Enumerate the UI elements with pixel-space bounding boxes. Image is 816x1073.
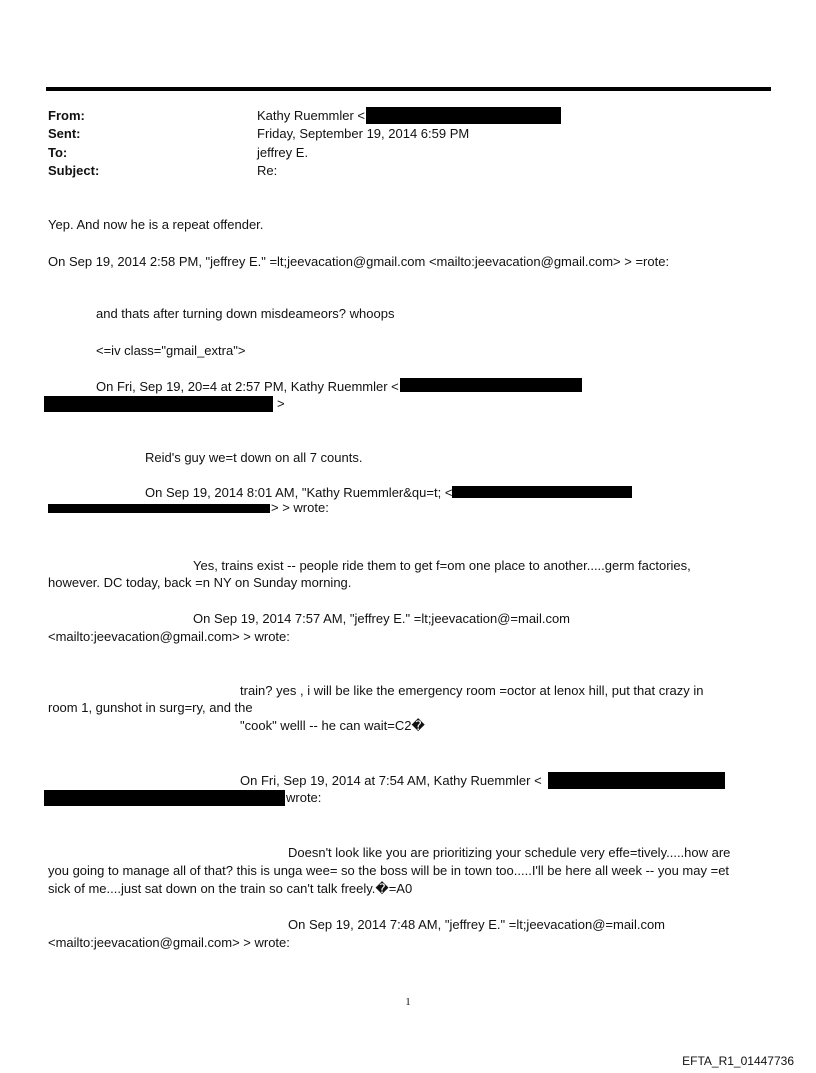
redaction-block [48,504,270,513]
body-line: sick of me....just sat down on the train so can't talk freely.�=A0 [48,881,413,896]
from-value: Kathy Ruemmler < [257,108,366,123]
redaction-block [44,396,273,412]
redaction-block [548,772,725,789]
body-line: <mailto:jeevacation@gmail.com> > wrote: [48,629,290,644]
to-label: To: [48,145,68,160]
body-line: On Fri, Sep 19, 20=4 at 2:57 PM, Kathy Ruemmler < [96,379,399,394]
redaction-block [44,790,285,806]
redaction-block [452,486,632,498]
body-line: train? yes , i will be like the emergency room =octor at lenox hill, put that crazy in [240,683,704,698]
body-line: On Sep 19, 2014 8:01 AM, "Kathy Ruemmler&qu=t; < [145,485,453,500]
redaction-block [366,107,561,124]
to-value: jeffrey E. [257,145,309,160]
redaction-block [400,378,582,392]
body-line: On Sep 19, 2014 7:48 AM, "jeffrey E." =lt;jeevacation@=mail.com [288,917,665,932]
subject-label: Subject: [48,163,100,178]
body-line: > > wrote: [271,500,329,515]
from-label: From: [48,108,85,123]
body-line: > [277,396,285,411]
body-line: you going to manage all of that? this is unga wee= so the boss will be in town too.....I'll be here all week -- you may =et [48,863,730,878]
body-line: "cook" welll -- he can wait=C2� [240,718,425,733]
body-line: On Fri, Sep 19, 2014 at 7:54 AM, Kathy Ruemmler < [240,773,542,788]
body-line: On Sep 19, 2014 7:57 AM, "jeffrey E." =lt;jeevacation@=mail.com [193,611,570,626]
bates-number: EFTA_R1_01447736 [682,1054,794,1068]
body-line: Yep. And now he is a repeat offender. [48,217,264,232]
body-line: however. DC today, back =n NY on Sunday morning. [48,575,352,590]
body-line: Doesn't look like you are prioritizing your schedule very effe=tively.....how are [288,845,731,860]
body-line: Reid's guy we=t down on all 7 counts. [145,450,363,465]
body-line: <mailto:jeevacation@gmail.com> > wrote: [48,935,290,950]
body-line: room 1, gunshot in surg=ry, and the [48,700,253,715]
body-line: Yes, trains exist -- people ride them to get f=om one place to another.....germ factories, [193,558,691,573]
page-number: 1 [405,996,411,1008]
body-line: On Sep 19, 2014 2:58 PM, "jeffrey E." =lt;jeevacation@gmail.com <mailto:jeevacation@gmail.com> > =rote: [48,254,670,269]
sent-value: Friday, September 19, 2014 6:59 PM [257,126,470,141]
body-line: <=iv class="gmail_extra"> [96,343,246,358]
header-rule [46,87,771,91]
body-line: wrote: [286,790,322,805]
body-line: and thats after turning down misdeameors? whoops [96,306,395,321]
sent-label: Sent: [48,126,81,141]
subject-value: Re: [257,163,278,178]
